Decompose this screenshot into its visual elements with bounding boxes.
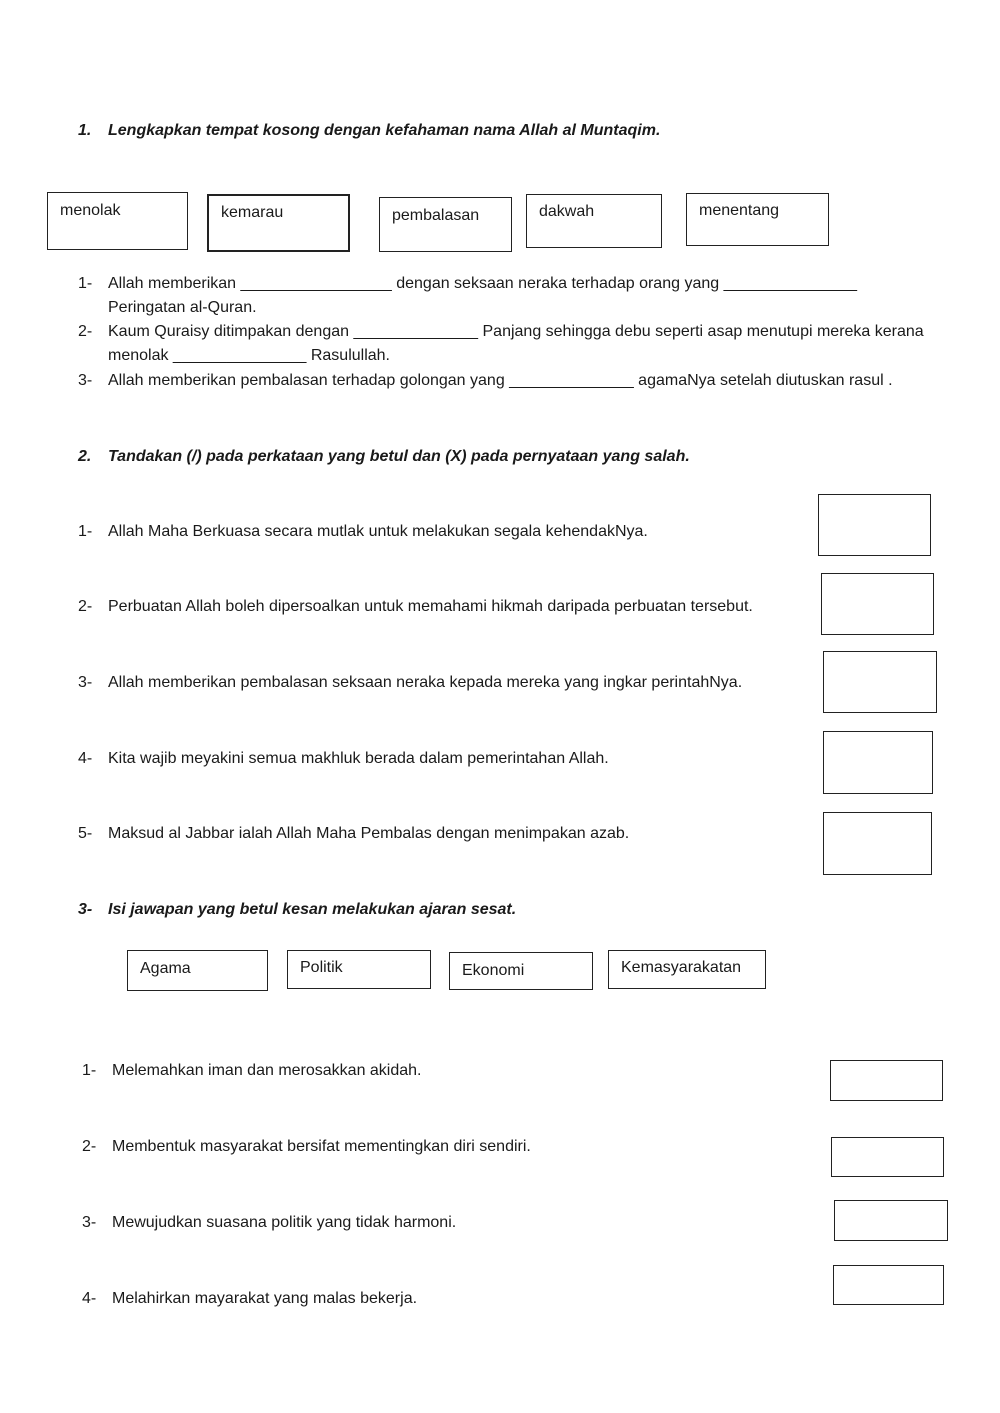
effect-answer-box-2[interactable] (831, 1137, 944, 1177)
section3-heading (78, 901, 516, 919)
word-bank-item-dakwah[interactable] (526, 194, 662, 248)
statement-text: Allah memberikan pembalasan seksaan neraka kepada mereka yang ingkar perintahNya. (108, 674, 743, 691)
word-label: pembalasan (392, 207, 480, 224)
word-label: menolak (60, 202, 121, 219)
section2-number: 2. (78, 448, 92, 465)
fill-item-text: Kaum Quraisy ditimpakan dengan ______________ Panjang sehingga debu seperti asap menutupi mereka kerana (108, 323, 924, 340)
statement-text: Perbuatan Allah boleh dipersoalkan untuk memahami hikmah daripada perbuatan tersebut. (108, 598, 753, 615)
section1-title: Lengkapkan tempat kosong dengan kefahaman nama Allah al Muntaqim. (108, 122, 661, 139)
item-number: 1- (82, 1062, 97, 1079)
effect-text: Melemahkan iman dan merosakkan akidah. (112, 1062, 422, 1079)
tick-answer-box-4[interactable] (823, 731, 933, 794)
word-label: Politik (300, 959, 343, 976)
fill-item-text: Peringatan al-Quran. (108, 299, 257, 316)
word-label: menentang (699, 202, 780, 219)
word-bank-item-kemarau[interactable] (207, 194, 350, 252)
item-number: 1- (78, 275, 93, 292)
item-number: 4- (82, 1290, 97, 1307)
item-number: 3- (82, 1214, 97, 1231)
effect-item-4 (82, 1290, 417, 1308)
section2-heading (78, 448, 690, 466)
word-bank-item-pembalasan[interactable] (379, 197, 512, 252)
tick-answer-box-2[interactable] (821, 573, 934, 635)
effect-answer-box-4[interactable] (833, 1265, 944, 1305)
tick-answer-box-1[interactable] (818, 494, 931, 556)
fill-item-3[interactable] (78, 372, 893, 390)
effect-text: Membentuk masyarakat bersifat mementingkan diri sendiri. (112, 1138, 531, 1155)
item-number: 3- (78, 674, 93, 691)
word-bank-item-menolak[interactable] (47, 192, 188, 250)
effect-text: Mewujudkan suasana politik yang tidak harmoni. (112, 1214, 457, 1231)
fill-item-text: Allah memberikan _________________ dengan seksaan neraka terhadap orang yang _______________ (108, 275, 858, 292)
item-number: 2- (78, 323, 93, 340)
statement-4 (78, 750, 609, 768)
section1-heading (78, 122, 660, 140)
word-label: Kemasyarakatan (621, 959, 742, 976)
fill-item-text: Allah memberikan pembalasan terhadap golongan yang ______________ agamaNya setelah diutuskan rasul . (108, 372, 893, 389)
effect-text: Melahirkan mayarakat yang malas bekerja. (112, 1290, 418, 1307)
fill-item-text: menolak _______________ Rasulullah. (108, 347, 390, 364)
item-number: 1- (78, 523, 93, 540)
tick-answer-box-3[interactable] (823, 651, 937, 713)
statement-1 (78, 523, 648, 541)
word-bank-item-kemasyarakatan[interactable] (608, 950, 766, 989)
effect-answer-box-3[interactable] (834, 1200, 948, 1241)
statement-text: Allah Maha Berkuasa secara mutlak untuk melakukan segala kehendakNya. (108, 523, 648, 540)
statement-2 (78, 598, 753, 616)
word-bank-item-menentang[interactable] (686, 193, 829, 246)
word-bank-item-politik[interactable] (287, 950, 431, 989)
fill-item-1-cont (108, 299, 257, 317)
item-number: 3- (78, 372, 93, 389)
effect-item-3 (82, 1214, 456, 1232)
section3-title: Isi jawapan yang betul kesan melakukan ajaran sesat. (108, 901, 517, 918)
fill-item-2-cont (108, 347, 390, 365)
section3-number: 3- (78, 901, 93, 918)
effect-item-2 (82, 1138, 531, 1156)
effect-item-1 (82, 1062, 422, 1080)
fill-item-2[interactable] (78, 323, 924, 341)
word-label: kemarau (221, 204, 284, 221)
statement-text: Kita wajib meyakini semua makhluk berada dalam pemerintahan Allah. (108, 750, 609, 767)
section1-number: 1. (78, 122, 92, 139)
statement-text: Maksud al Jabbar ialah Allah Maha Pembalas dengan menimpakan azab. (108, 825, 630, 842)
item-number: 2- (82, 1138, 97, 1155)
word-bank-item-agama[interactable] (127, 950, 268, 991)
statement-5 (78, 825, 629, 843)
word-label: Agama (140, 960, 191, 977)
section2-title: Tandakan (/) pada perkataan yang betul dan (X) pada pernyataan yang salah. (108, 448, 690, 465)
item-number: 5- (78, 825, 93, 842)
word-label: dakwah (539, 203, 595, 220)
item-number: 4- (78, 750, 93, 767)
item-number: 2- (78, 598, 93, 615)
tick-answer-box-5[interactable] (823, 812, 932, 875)
fill-item-1[interactable] (78, 275, 857, 293)
effect-answer-box-1[interactable] (830, 1060, 943, 1101)
statement-3 (78, 674, 742, 692)
word-bank-item-ekonomi[interactable] (449, 952, 593, 990)
word-label: Ekonomi (462, 962, 525, 979)
